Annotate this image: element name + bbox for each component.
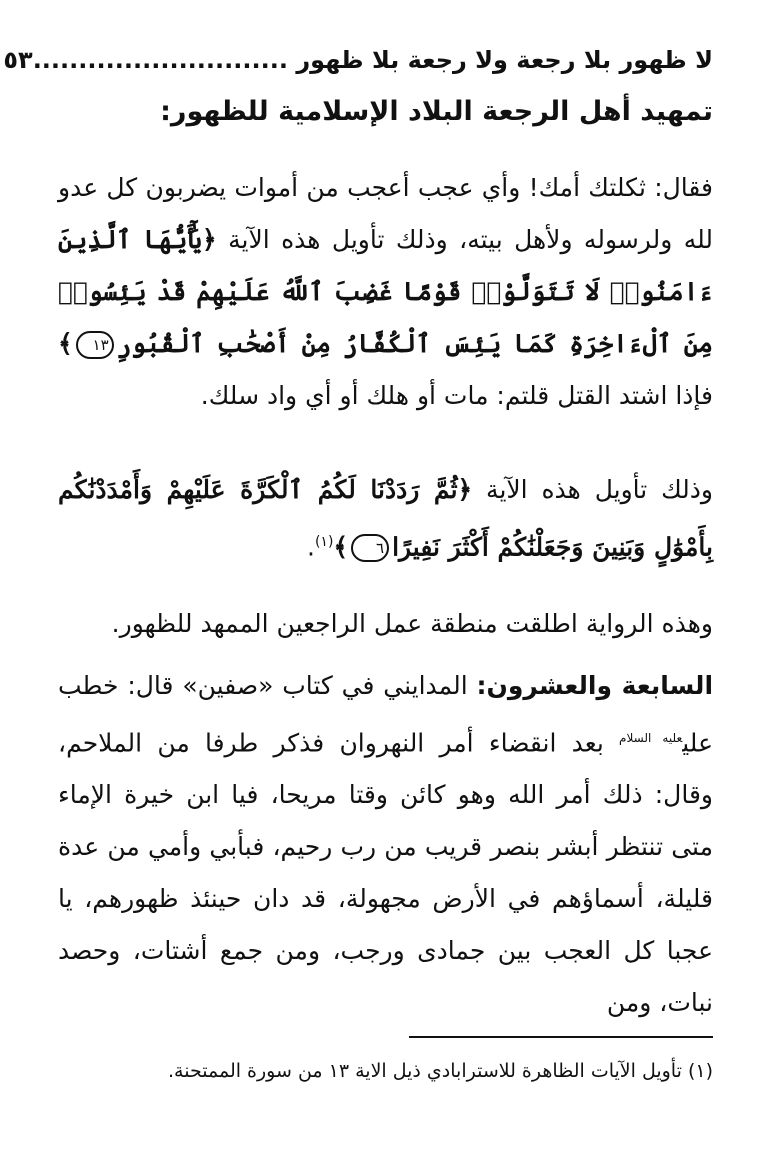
running-title-text: لا ظهور بلا رجعة ولا رجعة بلا ظهور	[296, 46, 713, 74]
paragraph-3	[58, 598, 713, 650]
verse-bracket-close: ﴾	[58, 329, 73, 358]
footnote-text: تأويل الآيات الظاهرة للاسترابادي ذيل الاية ١٣ من سورة الممتحنة.	[168, 1060, 682, 1082]
footnote-reference[interactable]: (١)	[314, 534, 334, 550]
page-number: ٥٣	[3, 46, 33, 74]
paragraph-1-text-a: فقال: ثكلتك أمك! وأي عجب أعجب من أموات يضربون كل عدو لله ولرسوله ولأهل بيته، وذلك تأويل هذه الآية	[58, 173, 713, 254]
footnote	[100, 1056, 713, 1086]
footnote-divider	[409, 1036, 713, 1038]
paragraph-4	[58, 660, 713, 1029]
honorific-mark: عليه السلام	[619, 731, 683, 745]
verse-bracket-open: ﴿	[202, 225, 217, 254]
quran-verse: يَٰٓأَيُّهَا ٱلَّذِينَ ءَامَنُوا۟ لَا تَتَوَلَّوْا۟ قَوْمًا غَضِبَ ٱللَّهُ عَلَيْهِمْ قَدْ يَئِسُوا۟ مِنَ ٱلْءَاخِرَةِ كَمَا يَئِسَ ٱلْكُفَّارُ مِنْ أَصْحَٰبِ ٱلْقُبُورِ	[58, 225, 713, 358]
paragraph-4-text-b: بعد انقضاء أمر النهروان فذكر طرفا من الملاحم، وقال: ذلك أمر الله وهو كائن وقتا مريحا، فيا ابن خيرة الإماء متى تنتظر أبشر بنصر قريب من رب رحيم، فبأبي وأمي من عدة قليلة، أسماؤهم في الأرض مجهولة، قد دان حينئذ ظهورهم، يا عجبا كل العجب بين جمادى ورجب، ومن جمع أشتات، وحصد نبات، ومن	[58, 728, 713, 1018]
verse-bracket-close: ﴾	[333, 532, 349, 562]
verse-bracket-open: ﴿	[457, 475, 473, 504]
paragraph-2-text-a: وذلك تأويل هذه الآية	[486, 475, 713, 504]
running-header	[3, 40, 713, 80]
paragraph-3-text: وهذه الرواية اطلقت منطقة عمل الراجعين الممهد للظهور.	[111, 609, 713, 638]
section-heading: تمهيد أهل الرجعة البلاد الإسلامية للظهور:	[160, 96, 713, 127]
leader-dots: ............................	[32, 46, 288, 74]
paragraph-2-end: .	[306, 532, 315, 562]
paragraph-4-lead: السابعة والعشرون:	[476, 671, 714, 700]
paragraph-2	[58, 464, 713, 573]
verse-number-marker: ١٣	[76, 331, 114, 359]
running-title	[33, 46, 713, 74]
paragraph-1-text-b: فإذا اشتد القتل قلتم: مات أو هلك أو أي واد سلك.	[200, 381, 713, 410]
paragraph-4-text-a: المدايني في كتاب «صفين» قال: خطب علي	[58, 671, 713, 758]
verse-number-marker: ٦	[351, 534, 389, 562]
footnote-number: (١)	[687, 1060, 713, 1082]
paragraph-1	[58, 162, 713, 422]
quran-verse: ثُمَّ رَدَدْنَا لَكُمُ ٱلْكَرَّةَ عَلَيْهِمْ وَأَمْدَدْنَٰكُم بِأَمْوَٰلٍ وَبَنِينَ وَجَعَلْنَٰكُمْ أَكْثَرَ نَفِيرًا	[58, 475, 713, 562]
